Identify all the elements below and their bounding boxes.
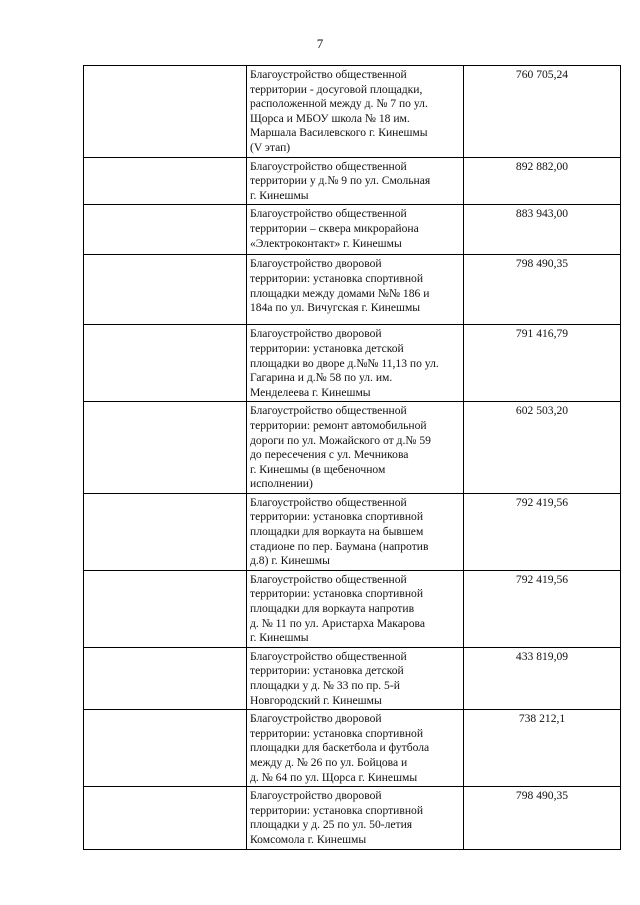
project-amount: 433 819,09 xyxy=(464,647,621,709)
table-row xyxy=(84,493,621,570)
empty-cell xyxy=(84,205,247,255)
project-amount: 602 503,20 xyxy=(464,402,621,494)
project-amount: 792 419,56 xyxy=(464,570,621,647)
empty-cell xyxy=(84,66,247,158)
empty-cell xyxy=(84,493,247,570)
empty-cell xyxy=(84,255,247,325)
table-row xyxy=(84,710,621,787)
empty-cell xyxy=(84,157,247,205)
table-row xyxy=(84,570,621,647)
table-row xyxy=(84,157,621,205)
project-description: Благоустройство дворовой территории: установка спортивной площадки для баскетбола и футбола между д. № 26 по ул. Бойцова и д. № 64 по ул. Щорса г. Кинешмы xyxy=(247,710,464,787)
project-description: Благоустройство общественной территории – сквера микрорайона «Электроконтакт» г. Кинешмы xyxy=(247,205,464,255)
project-amount: 792 419,56 xyxy=(464,493,621,570)
table-row xyxy=(84,647,621,709)
project-description: Благоустройство общественной территории: установка спортивной площадки для воркаута напротив д. № 11 по ул. Аристарха Макарова г. Кинешмы xyxy=(247,570,464,647)
table-row xyxy=(84,325,621,402)
table-row xyxy=(84,255,621,325)
empty-cell xyxy=(84,325,247,402)
project-description: Благоустройство общественной территории: ремонт автомобильной дороги по ул. Можайского от д.№ 59 до пересечения с ул. Мечникова г. Кинешмы (в щебеночном исполнении) xyxy=(247,402,464,494)
project-description: Благоустройство дворовой территории: установка спортивной площадки между домами №№ 186 и 184а по ул. Вичугская г. Кинешмы xyxy=(247,255,464,325)
project-amount: 892 882,00 xyxy=(464,157,621,205)
empty-cell xyxy=(84,710,247,787)
empty-cell xyxy=(84,402,247,494)
project-amount: 738 212,1 xyxy=(464,710,621,787)
project-amount: 760 705,24 xyxy=(464,66,621,158)
project-description: Благоустройство общественной территории - досуговой площадки, расположенной между д. № 7 по ул. Щорса и МБОУ школа № 18 им. Маршала Василевского г. Кинешмы (V этап) xyxy=(247,66,464,158)
table-row xyxy=(84,402,621,494)
empty-cell xyxy=(84,787,247,849)
project-description: Благоустройство дворовой территории: установка детской площадки во дворе д.№№ 11,13 по ул. Гагарина и д.№ 58 по ул. им. Менделеева г. Кинешмы xyxy=(247,325,464,402)
project-amount: 798 490,35 xyxy=(464,787,621,849)
empty-cell xyxy=(84,647,247,709)
project-amount: 791 416,79 xyxy=(464,325,621,402)
project-description: Благоустройство дворовой территории: установка спортивной площадки у д. 25 по ул. 50-летия Комсомола г. Кинешмы xyxy=(247,787,464,849)
project-amount: 798 490,35 xyxy=(464,255,621,325)
project-description: Благоустройство общественной территории: установка спортивной площадки для воркаута на бывшем стадионе по пер. Баумана (напротив д.8) г. Кинешмы xyxy=(247,493,464,570)
table-row xyxy=(84,66,621,158)
project-description: Благоустройство общественной территории у д.№ 9 по ул. Смольная г. Кинешмы xyxy=(247,157,464,205)
empty-cell xyxy=(84,570,247,647)
table-row xyxy=(84,787,621,849)
page-number: 7 xyxy=(316,36,324,51)
table-row xyxy=(84,205,621,255)
project-description: Благоустройство общественной территории: установка детской площадки у д. № 33 по пр. 5-й Новгородский г. Кинешмы xyxy=(247,647,464,709)
projects-table xyxy=(83,65,621,850)
project-amount: 883 943,00 xyxy=(464,205,621,255)
